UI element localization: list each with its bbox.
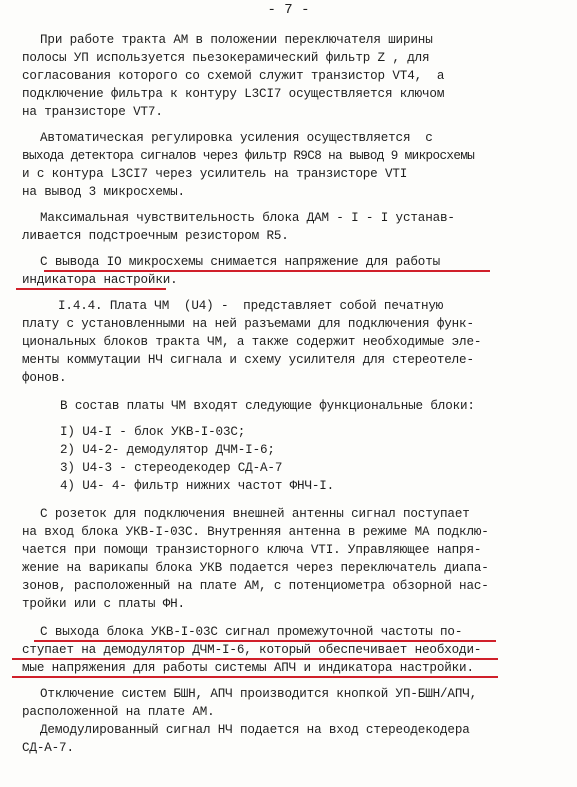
text-line: Максимальная чувствительность блока ДАМ - I - I устанав-	[40, 211, 455, 225]
text-line: расположенной на плате АМ.	[22, 705, 215, 719]
text-line: выхода детектора сигналов через фильтр R9C8 на вывод 9 микросхемы	[22, 149, 475, 163]
highlighted-line: мые напряжения для работы системы АПЧ и индикатора настройки.	[22, 661, 474, 675]
text-line: подключение фильтра к контуру L3CI7 осуществляется ключом	[22, 87, 445, 101]
text-line: полосы УП используется пьезокерамический фильтр Z , для	[22, 51, 430, 65]
text-line: на транзисторе VT7.	[22, 105, 163, 119]
highlighted-line: индикатора настройки.	[22, 273, 178, 287]
text-line: фонов.	[22, 371, 67, 385]
list-item: 2) U4-2- демодулятор ДЧМ-I-6;	[60, 443, 275, 457]
list-item: 4) U4- 4- фильтр нижних частот ФНЧ-I.	[60, 479, 335, 493]
section-heading: I.4.4. Плата ЧМ (U4) - представляет собой печатную	[58, 299, 444, 313]
text-line: С розеток для подключения внешней антенны сигнал поступает	[40, 507, 470, 521]
text-line: зонов, расположенный на плате АМ, с потенциометра обзорной нас-	[22, 579, 489, 593]
text-line: плату с установленными на ней разъемами для подключения функ-	[22, 317, 474, 331]
text-line: жение на варикапы блока УКВ подается через переключатель диапа-	[22, 561, 489, 575]
text-line: циональных блоков тракта ЧМ, а также содержит необходимые эле-	[22, 335, 482, 349]
red-underline	[16, 288, 166, 290]
text-line: Автоматическая регулировка усиления осуществляется с	[40, 131, 433, 145]
highlighted-line: ступает на демодулятор ДЧМ-I-6, который обеспечивает необходи-	[22, 643, 482, 657]
text-line: Демодулированный сигнал НЧ подается на вход стереодекодера	[40, 723, 470, 737]
text-line: менты коммутации НЧ сигнала и схему усилителя для стереотеле-	[22, 353, 474, 367]
text-line: на вывод 3 микросхемы.	[22, 185, 185, 199]
text-line: чается при помощи транзисторного ключа VTI. Управляющее напря-	[22, 543, 482, 557]
text-line: на вход блока УКВ-I-03С. Внутренняя антенна в режиме МА подклю-	[22, 525, 489, 539]
text-line: согласования которого со схемой служит транзистор VT4, а	[22, 69, 445, 83]
text-line: ливается подстроечным резистором R5.	[22, 229, 289, 243]
text-line: тройки или с платы ФН.	[22, 597, 185, 611]
text-line: В состав платы ЧМ входят следующие функциональные блоки:	[60, 399, 475, 413]
list-item: 3) U4-3 - стереодекодер СД-А-7	[60, 461, 283, 475]
text-line: При работе тракта АМ в положении переключателя ширины	[40, 33, 433, 47]
page-number: - 7 -	[267, 2, 310, 18]
highlighted-line: С вывода IO микросхемы снимается напряжение для работы	[40, 255, 441, 269]
list-item: I) U4-I - блок УКВ-I-03С;	[60, 425, 246, 439]
text-line: Отключение систем БШН, АПЧ производится кнопкой УП-БШН/АПЧ,	[40, 687, 478, 701]
text-line: СД-А-7.	[22, 741, 74, 755]
text-line: и с контура L3CI7 через усилитель на транзисторе VTI	[22, 167, 408, 181]
red-underline	[12, 676, 498, 678]
highlighted-line: С выхода блока УКВ-I-03С сигнал промежуточной частоты по-	[40, 625, 463, 639]
